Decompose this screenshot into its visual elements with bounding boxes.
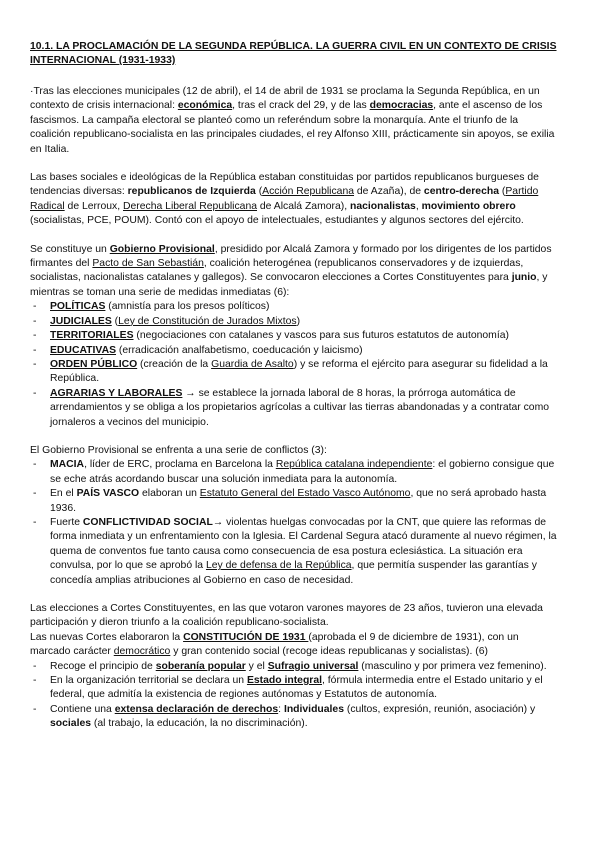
- keyword-macia: MACIA: [50, 459, 85, 471]
- keyword-junio: junio: [511, 272, 537, 284]
- keyword-pacto-san-sebastian: Pacto de San Sebastián: [92, 258, 204, 270]
- paragraph-elections: Las elecciones a Cortes Constituyentes, en las que votaron varones mayores de 23 años, tuvieron una elevada participación y dieron triunfo a la coalición republicano-socialista.: [30, 603, 543, 629]
- paragraph-conflicts-intro: El Gobierno Provisional se enfrenta a una serie de conflictos (3):: [30, 444, 327, 456]
- paragraph-proclamation: ·Tras las elecciones municipales (12 de abril), el 14 de abril de 1931 se proclama la Segunda República, en un contexto de crisis internacional: económica, tras el crack del 29, y de las democracias, ante el ascenso de los fascismos. La campaña electoral se planteó como un referéndum sobre la monarquía. Ante el triunfo de la coalición republicano-socialista en las principales ciudades, el rey Alfonso XIII, prácticamente sin apoyos, se exilia en Italia.: [30, 86, 555, 155]
- paragraph-constitution: Las nuevas Cortes elaboraron la CONSTITUCIÓN DE 1931 (aprobada el 9 de diciembre de 1931), con un marcado carácter democrático y gran contenido social (recoge ideas republicanas y socialistas). (6): [30, 631, 519, 658]
- keyword-centro-derecha: centro-derecha: [423, 186, 499, 198]
- measure-label: TERRITORIALES: [50, 330, 134, 342]
- keyword-pais-vasco: PAÍS VASCO: [76, 488, 140, 500]
- list-item: - POLÍTICAS (amnistía para los presos políticos): [33, 301, 270, 313]
- keyword-soberania-popular: soberanía popular: [155, 660, 246, 672]
- measure-label: EDUCATIVAS: [50, 344, 117, 356]
- list-item: - Fuerte CONFLICTIVIDAD SOCIAL→ violentas huelgas convocadas por la CNT, que quiere las reformas de forma inmediata y un enfrentamiento con la Iglesia. El Cardenal Segura atacó duramente al nuevo régimen, la quema de conventos fue tanto causa como consecuencia de esa postura eclesiástica. La situación era convulsa, por lo que se aprobó la Ley de defensa de la República, que permitía suspender las garantías y concedía amplias atribuciones al Gobierno en caso de necesidad.: [33, 516, 557, 586]
- keyword-democratico: democrático: [113, 646, 171, 658]
- keyword-estado-integral: Estado integral: [246, 675, 323, 687]
- keyword-conflictividad-social: CONFLICTIVIDAD SOCIAL: [82, 516, 213, 528]
- keyword-ley-defensa: Ley de defensa de la República: [205, 560, 352, 572]
- keyword-movimiento-obrero: movimiento obrero: [421, 200, 516, 212]
- list-item: - MACIA, líder de ERC, proclama en Barcelona la República catalana independiente: el gobierno consigue que se eche atrás acordando buscar una solución inmediata para la autonomía.: [33, 459, 555, 485]
- keyword-declaracion-derechos: extensa declaración de derechos: [114, 703, 279, 715]
- measure-label: AGRARIAS Y LABORALES: [50, 387, 183, 399]
- keyword-economica: económica: [177, 100, 233, 112]
- paragraph-provisional-government: Se constituye un Gobierno Provisional, presidido por Alcalá Zamora y formado por los dirigentes de los partidos firmantes del Pacto de San Sebastián, coalición heterogénea (republicanos conservadores y de izquierdas, socialistas, nacionalistas catalanes y gallegos). Se convocaron elecciones a Cortes Constituyentes para junio, y mientras se toman una serie de medidas inmediatas (6):: [30, 243, 552, 298]
- keyword-nacionalistas: nacionalistas: [350, 200, 416, 212]
- keyword-jurados-mixtos: Ley de Constitución de Jurados Mixtos: [118, 315, 297, 327]
- list-item: - En la organización territorial se declara un Estado integral, fórmula intermedia entre el Estado unitario y el federal, que admitía la existencia de regiones autónomas y Estatutos de autonomía.: [33, 675, 543, 701]
- list-item: - ORDEN PÚBLICO (creación de la Guardia de Asalto) y se reforma el ejército para asegurar su fidelidad a la República.: [33, 358, 548, 385]
- keyword-sociales: sociales: [50, 718, 92, 730]
- paragraph-social-bases: Las bases sociales e ideológicas de la República estaban constituidas por partidos republicanos burgueses de tendencias diversas: republicanos de Izquierda (Acción Republicana de Azaña), de centro-derecha (Partido Radical de Lerroux, Derecha Liberal Republicana de Alcalá Zamora), nacionalistas, movimiento obrero (socialistas, PCE, POUM). Contó con el apoyo de intelectuales, estudiantes y algunos sectores del ejército.: [30, 172, 539, 227]
- keyword-estatuto-vasco: Estatuto General del Estado Vasco Autónomo: [199, 488, 411, 500]
- list-item: - EDUCATIVAS (erradicación analfabetismo, coeducación y laicismo): [33, 344, 363, 356]
- measures-list: [30, 300, 560, 430]
- keyword-individuales: Individuales: [283, 703, 344, 715]
- keyword-republicanos-izquierda: republicanos de Izquierda: [127, 186, 256, 198]
- keyword-democracias: democracias: [369, 100, 434, 112]
- keyword-accion-republicana: Acción Republicana: [262, 186, 355, 198]
- document-title: 10.1. LA PROCLAMACIÓN DE LA SEGUNDA REPÚBLICA. LA GUERRA CIVIL EN UN CONTEXTO DE CRISIS INTERNACIONAL (1931-1933): [30, 41, 557, 66]
- keyword-guardia-asalto: Guardia de Asalto: [211, 358, 294, 370]
- conflicts-list: [30, 458, 560, 588]
- keyword-republica-catalana: República catalana independiente: [275, 459, 433, 471]
- keyword-partido-radical: Partido Radical: [30, 186, 539, 212]
- list-item: - JUDICIALES (Ley de Constitución de Jurados Mixtos): [33, 315, 301, 327]
- keyword-constitucion-1931: CONSTITUCIÓN DE 1931: [183, 631, 309, 643]
- constitution-list: [30, 660, 560, 732]
- measure-label: POLÍTICAS: [50, 301, 106, 313]
- list-item: - AGRARIAS Y LABORALES → se establece la jornada laboral de 8 horas, la prórroga automática de arrendamientos y se obliga a los propietarios agrícolas a cultivar las tierras abandonadas y a contratar como jornaleros a vecinos del municipio.: [33, 387, 550, 428]
- list-item: - En el PAÍS VASCO elaboran un Estatuto General del Estado Vasco Autónomo, que no será aprobado hasta 1936.: [33, 488, 547, 514]
- keyword-gobierno-provisional: Gobierno Provisional: [109, 243, 215, 255]
- measure-label: ORDEN PÚBLICO: [50, 358, 138, 370]
- list-item: - TERRITORIALES (negociaciones con catalanes y vascos para sus futuros estatutos de autonomía): [33, 330, 509, 342]
- keyword-derecha-liberal: Derecha Liberal Republicana: [123, 200, 258, 212]
- measure-label: JUDICIALES: [50, 315, 112, 327]
- keyword-sufragio-universal: Sufragio universal: [267, 660, 359, 672]
- list-item: - Contiene una extensa declaración de derechos: Individuales (cultos, expresión, reunión, asociación) y sociales (al trabajo, la educación, la no discriminación).: [33, 703, 536, 730]
- list-item: - Recoge el principio de soberanía popular y el Sufragio universal (masculino y por primera vez femenino).: [33, 660, 547, 672]
